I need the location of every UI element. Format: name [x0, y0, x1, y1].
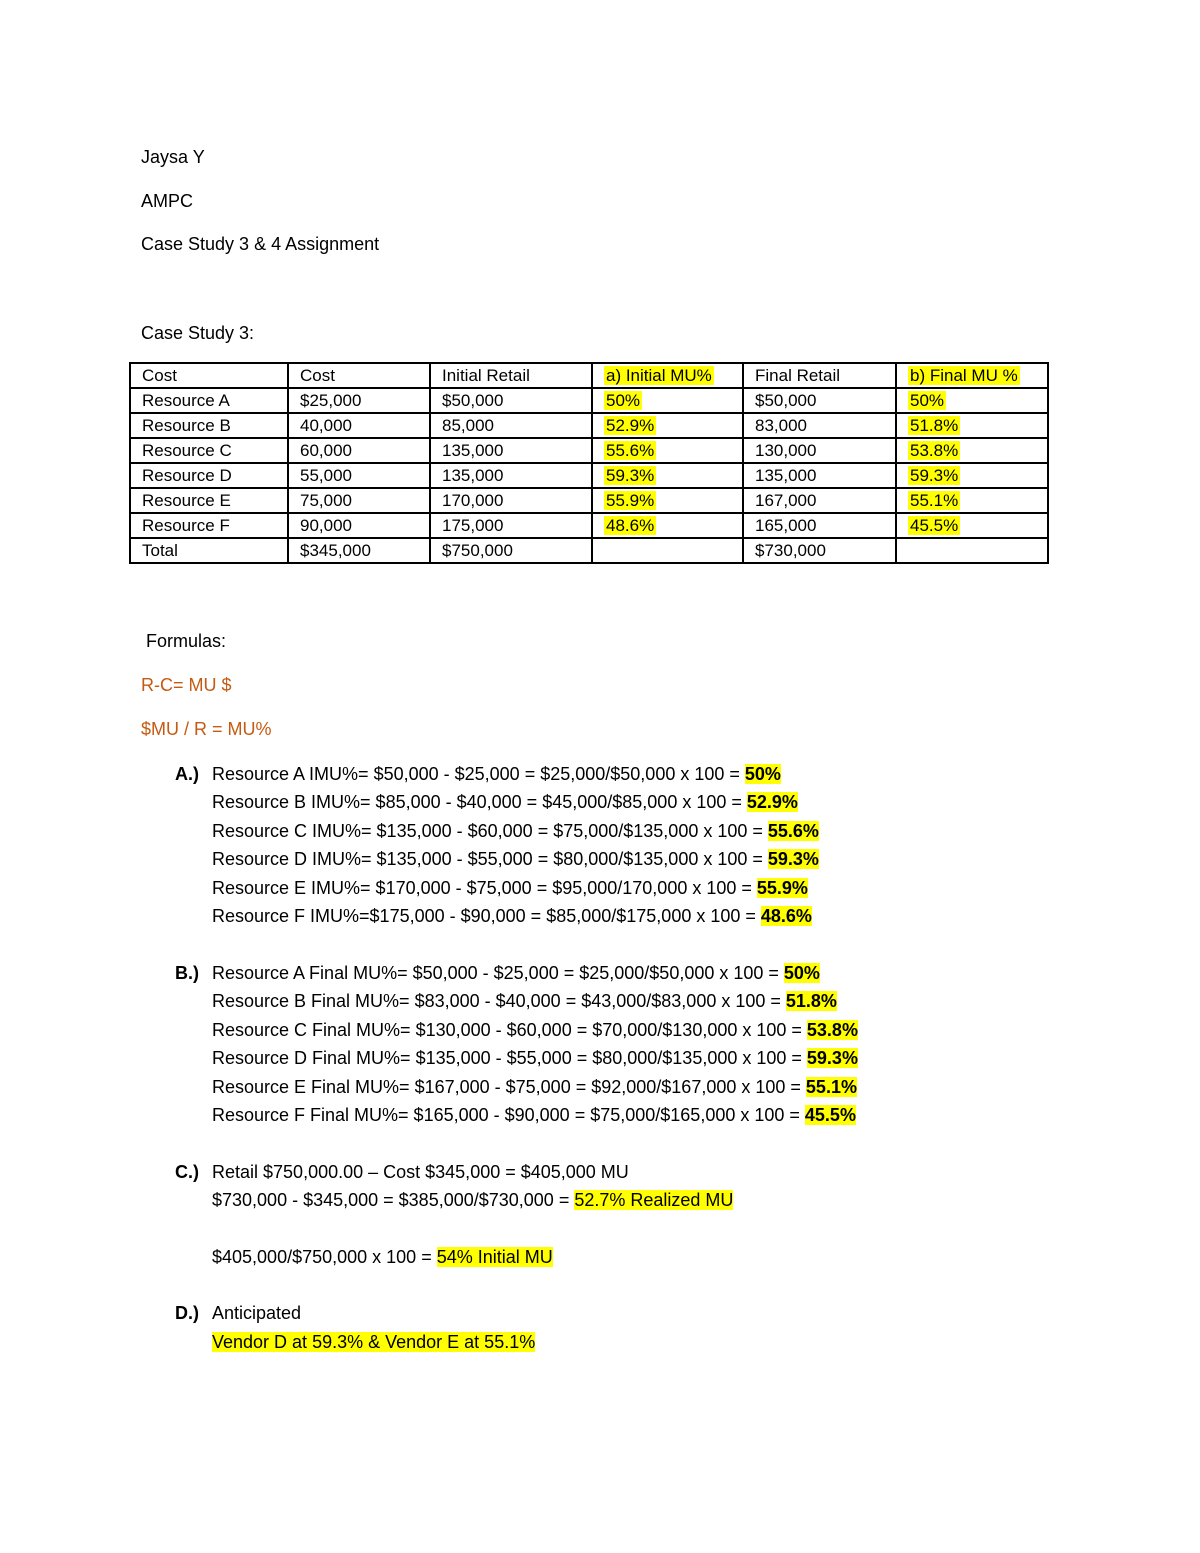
section-heading: Case Study 3:	[141, 323, 255, 343]
cell-text: 90,000	[300, 516, 352, 535]
header-text: Initial Retail	[442, 366, 530, 385]
cell-text: Resource F	[142, 516, 230, 535]
cell-text: 135,000	[442, 466, 504, 485]
table-row	[130, 463, 1048, 488]
cell-text: 51.8%	[910, 416, 959, 435]
table-cell	[430, 488, 592, 513]
table-header-row	[130, 363, 1048, 388]
table-cell	[288, 413, 430, 438]
cell-text: 55.9%	[606, 491, 655, 510]
formula-text: Resource F IMU%=$175,000 - $90,000 = $85,000/$175,000 x 100 =	[212, 906, 761, 926]
cell-text: $50,000	[755, 391, 817, 410]
table-header-cell	[288, 363, 430, 388]
formula-result: 55.9%	[756, 877, 808, 898]
table-row	[130, 488, 1048, 513]
formula-text: Resource D Final MU%= $135,000 - $55,000 = $80,000/$135,000 x 100 =	[212, 1048, 807, 1069]
cell-text: 55.1%	[910, 491, 959, 510]
cell-text: 59.3%	[606, 466, 655, 485]
cell-text: $730,000	[755, 541, 826, 560]
cell-text: 50%	[910, 391, 945, 410]
formula-result: 59.3%	[806, 1048, 858, 1069]
table-cell	[592, 463, 743, 488]
cell-text: $345,000	[300, 541, 371, 560]
cell-text: 167,000	[755, 491, 817, 510]
cell-text: 170,000	[442, 491, 504, 510]
cell-text: 165,000	[755, 516, 817, 535]
formula-line	[212, 962, 820, 984]
cell-text: $50,000	[442, 391, 504, 410]
cell-text: 59.3%	[910, 466, 959, 485]
formula-text: Resource A IMU%= $50,000 - $25,000 = $25,000/$50,000 x 100 =	[212, 764, 745, 784]
table-cell	[592, 413, 743, 438]
table-header-cell	[896, 363, 1048, 388]
table-cell	[896, 463, 1048, 488]
table-cell	[130, 513, 288, 538]
cell-text: 50%	[606, 391, 641, 410]
table-cell	[288, 513, 430, 538]
table-cell	[592, 488, 743, 513]
table-cell	[288, 463, 430, 488]
assignment-title: Case Study 3 & 4 Assignment	[141, 234, 380, 254]
formula-result: 45.5%	[804, 1105, 856, 1125]
table-header-cell	[743, 363, 896, 388]
formula-line	[212, 1076, 857, 1098]
cell-text: 135,000	[755, 466, 817, 485]
formula-result: 52.9%	[746, 792, 798, 813]
table-cell	[130, 388, 288, 413]
table-cell	[896, 513, 1048, 538]
cell-text: 55.6%	[606, 441, 655, 460]
table-cell	[288, 438, 430, 463]
cell-text: 40,000	[300, 416, 352, 435]
formula-line	[212, 1047, 858, 1069]
table-cell	[130, 413, 288, 438]
cell-text: 175,000	[442, 516, 504, 535]
formula-line	[212, 877, 808, 899]
table-row	[130, 513, 1048, 538]
table-cell	[743, 388, 896, 413]
section-c-line-3	[212, 1246, 553, 1268]
formula-line	[212, 791, 798, 813]
table-cell	[896, 438, 1048, 463]
cell-text: 48.6%	[606, 516, 655, 535]
section-d-line-2	[212, 1331, 535, 1353]
table-cell	[430, 413, 592, 438]
cell-text: 52.9%	[606, 416, 655, 435]
formula-result: 55.6%	[767, 820, 819, 841]
cell-text: 53.8%	[910, 441, 959, 460]
section-d-label: D.)	[175, 1303, 199, 1323]
initial-mu-result: 54% Initial MU	[436, 1247, 553, 1267]
table-header-cell	[130, 363, 288, 388]
table-cell	[130, 463, 288, 488]
cell-text: Total	[142, 541, 178, 560]
section-c-line-2	[212, 1189, 733, 1211]
header-text: a) Initial MU%	[606, 366, 712, 385]
formula-line	[212, 1019, 858, 1041]
table-row	[130, 388, 1048, 413]
formula-text: Resource A Final MU%= $50,000 - $25,000 = $25,000/$50,000 x 100 =	[212, 963, 784, 983]
header-text: b) Final MU %	[910, 366, 1018, 385]
formula-result: 53.8%	[806, 1019, 858, 1040]
formula-text: Resource D IMU%= $135,000 - $55,000 = $80,000/$135,000 x 100 =	[212, 849, 768, 870]
table-cell	[743, 413, 896, 438]
formula-line	[212, 905, 812, 927]
cell-text: Resource B	[142, 416, 231, 435]
table-cell	[592, 513, 743, 538]
cell-text: $25,000	[300, 391, 362, 410]
formula-text: Resource C IMU%= $135,000 - $60,000 = $75,000/$135,000 x 100 =	[212, 820, 768, 841]
table-cell	[430, 513, 592, 538]
table-cell	[896, 388, 1048, 413]
formula-line	[212, 990, 837, 1012]
header-text: Final Retail	[755, 366, 841, 385]
table-row	[130, 538, 1048, 563]
realized-mu-result: 52.7% Realized MU	[574, 1190, 734, 1210]
table-cell	[288, 488, 430, 513]
cell-text: 60,000	[300, 441, 352, 460]
cell-text: 45.5%	[910, 516, 959, 535]
formula-line	[212, 1104, 856, 1126]
cell-text: Resource E	[142, 491, 231, 510]
formula-line	[212, 848, 819, 870]
cell-text: 85,000	[442, 416, 494, 435]
table-cell	[743, 463, 896, 488]
formula-markup-percent: $MU / R = MU%	[141, 719, 272, 739]
formula-text: Resource B IMU%= $85,000 - $40,000 = $45,000/$85,000 x 100 =	[212, 792, 747, 813]
author-name: Jaysa Y	[141, 147, 205, 167]
section-c-line-2-text: $730,000 - $345,000 = $385,000/$730,000 =	[212, 1190, 575, 1210]
table-cell	[288, 388, 430, 413]
table-cell	[288, 538, 430, 563]
formula-markup-dollars: R-C= MU $	[141, 675, 232, 695]
section-c-line-3-text: $405,000/$750,000 x 100 =	[212, 1247, 437, 1267]
table-cell	[896, 413, 1048, 438]
header-text: Cost	[142, 366, 177, 385]
table-cell	[896, 538, 1048, 563]
formula-result: 50%	[783, 963, 820, 983]
table-row	[130, 438, 1048, 463]
formula-result: 50%	[744, 764, 781, 784]
table-cell	[430, 538, 592, 563]
section-d-line-1: Anticipated	[212, 1303, 302, 1323]
case-study-table	[129, 362, 1049, 564]
cell-text: Resource C	[142, 441, 232, 460]
table-header-cell	[430, 363, 592, 388]
table-header-cell	[592, 363, 743, 388]
cell-text: Resource D	[142, 466, 232, 485]
section-c-line-1: Retail $750,000.00 – Cost $345,000 = $405,000 MU	[212, 1162, 629, 1182]
section-c-label: C.)	[175, 1162, 199, 1182]
header-text: Cost	[300, 366, 335, 385]
formula-result: 55.1%	[805, 1076, 857, 1097]
table-row	[130, 413, 1048, 438]
table-cell	[743, 488, 896, 513]
section-a-label: A.)	[175, 764, 199, 784]
table-cell	[743, 438, 896, 463]
cell-text: Resource A	[142, 391, 230, 410]
table-cell	[430, 463, 592, 488]
table-cell	[592, 388, 743, 413]
cell-text: 83,000	[755, 416, 807, 435]
table-cell	[430, 438, 592, 463]
table-cell	[896, 488, 1048, 513]
table-cell	[743, 513, 896, 538]
formula-text: Resource C Final MU%= $130,000 - $60,000 = $70,000/$130,000 x 100 =	[212, 1019, 807, 1040]
table-cell	[430, 388, 592, 413]
section-b-label: B.)	[175, 963, 199, 983]
cell-text: 130,000	[755, 441, 817, 460]
cell-text: $750,000	[442, 541, 513, 560]
table-cell	[743, 538, 896, 563]
formula-result: 51.8%	[785, 991, 837, 1012]
formula-line	[212, 820, 819, 842]
table-cell	[130, 538, 288, 563]
cell-text: 55,000	[300, 466, 352, 485]
formula-result: 59.3%	[767, 849, 819, 870]
cell-text: 135,000	[442, 441, 504, 460]
table-cell	[592, 438, 743, 463]
formula-text: Resource E Final MU%= $167,000 - $75,000 = $92,000/$167,000 x 100 =	[212, 1076, 806, 1097]
formula-text: Resource B Final MU%= $83,000 - $40,000 = $43,000/$83,000 x 100 =	[212, 991, 786, 1012]
formula-text: Resource E IMU%= $170,000 - $75,000 = $95,000/170,000 x 100 =	[212, 877, 757, 898]
formulas-heading: Formulas:	[146, 631, 227, 651]
anticipated-vendors: Vendor D at 59.3% & Vendor E at 55.1%	[212, 1332, 536, 1352]
formula-line	[212, 763, 781, 785]
formula-text: Resource F Final MU%= $165,000 - $90,000 = $75,000/$165,000 x 100 =	[212, 1105, 805, 1125]
table-cell	[130, 488, 288, 513]
table-cell	[130, 438, 288, 463]
formula-result: 48.6%	[760, 906, 812, 926]
table-cell	[592, 538, 743, 563]
cell-text: 75,000	[300, 491, 352, 510]
course-name: AMPC	[141, 191, 194, 211]
